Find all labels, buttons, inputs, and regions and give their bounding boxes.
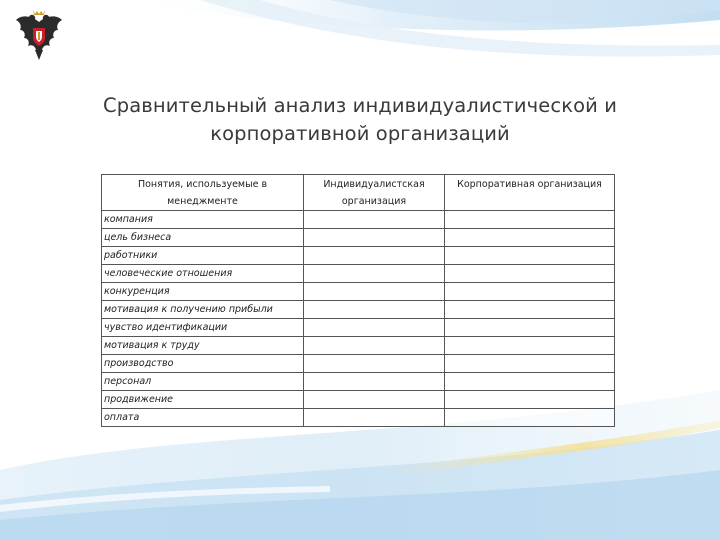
row-label: чувство идентификации — [102, 319, 304, 337]
table-row — [102, 301, 615, 319]
row-label: оплата — [102, 409, 304, 427]
table-row — [102, 229, 615, 247]
table-cell — [445, 211, 615, 229]
table-cell — [304, 355, 445, 373]
table-cell — [304, 391, 445, 409]
row-label: цель бизнеса — [102, 229, 304, 247]
slide-title — [60, 92, 660, 148]
table-row — [102, 283, 615, 301]
table-row — [102, 211, 615, 229]
row-label: человеческие отношения — [102, 265, 304, 283]
row-label: персонал — [102, 373, 304, 391]
table-cell — [445, 355, 615, 373]
table-cell — [304, 229, 445, 247]
table-cell — [304, 247, 445, 265]
row-label: мотивация к труду — [102, 337, 304, 355]
table-row — [102, 265, 615, 283]
table-cell — [304, 319, 445, 337]
table-cell — [445, 301, 615, 319]
table-cell — [445, 391, 615, 409]
table-row — [102, 355, 615, 373]
table-cell — [445, 337, 615, 355]
table-cell — [304, 301, 445, 319]
header-concepts: Понятия, используемые в менеджменте — [102, 175, 304, 211]
table-row — [102, 319, 615, 337]
slide-title-line-2: корпоративной организаций — [210, 122, 510, 145]
slide-title-line-1: Сравнительный анализ индивидуалистической и — [103, 94, 617, 117]
row-label: конкуренция — [102, 283, 304, 301]
row-label: работники — [102, 247, 304, 265]
table-cell — [445, 319, 615, 337]
table-cell — [445, 247, 615, 265]
table-cell — [445, 409, 615, 427]
table-header-row — [102, 175, 615, 211]
table-row — [102, 373, 615, 391]
table-row — [102, 409, 615, 427]
double-headed-eagle-emblem-icon — [14, 8, 64, 62]
table-row — [102, 391, 615, 409]
row-label: компания — [102, 211, 304, 229]
table-cell — [445, 265, 615, 283]
table-cell — [304, 265, 445, 283]
row-label: производство — [102, 355, 304, 373]
row-label: продвижение — [102, 391, 304, 409]
table-row — [102, 337, 615, 355]
header-individualist: Индивидуалистская организация — [304, 175, 445, 211]
table-cell — [304, 337, 445, 355]
header-corporate: Корпоративная организация — [445, 175, 615, 211]
table-row — [102, 247, 615, 265]
table-cell — [445, 283, 615, 301]
table-cell — [304, 409, 445, 427]
table-cell — [304, 283, 445, 301]
row-label: мотивация к получению прибыли — [102, 301, 304, 319]
table-cell — [445, 229, 615, 247]
table-cell — [445, 373, 615, 391]
table-cell — [304, 211, 445, 229]
comparison-table — [101, 174, 615, 427]
table-cell — [304, 373, 445, 391]
